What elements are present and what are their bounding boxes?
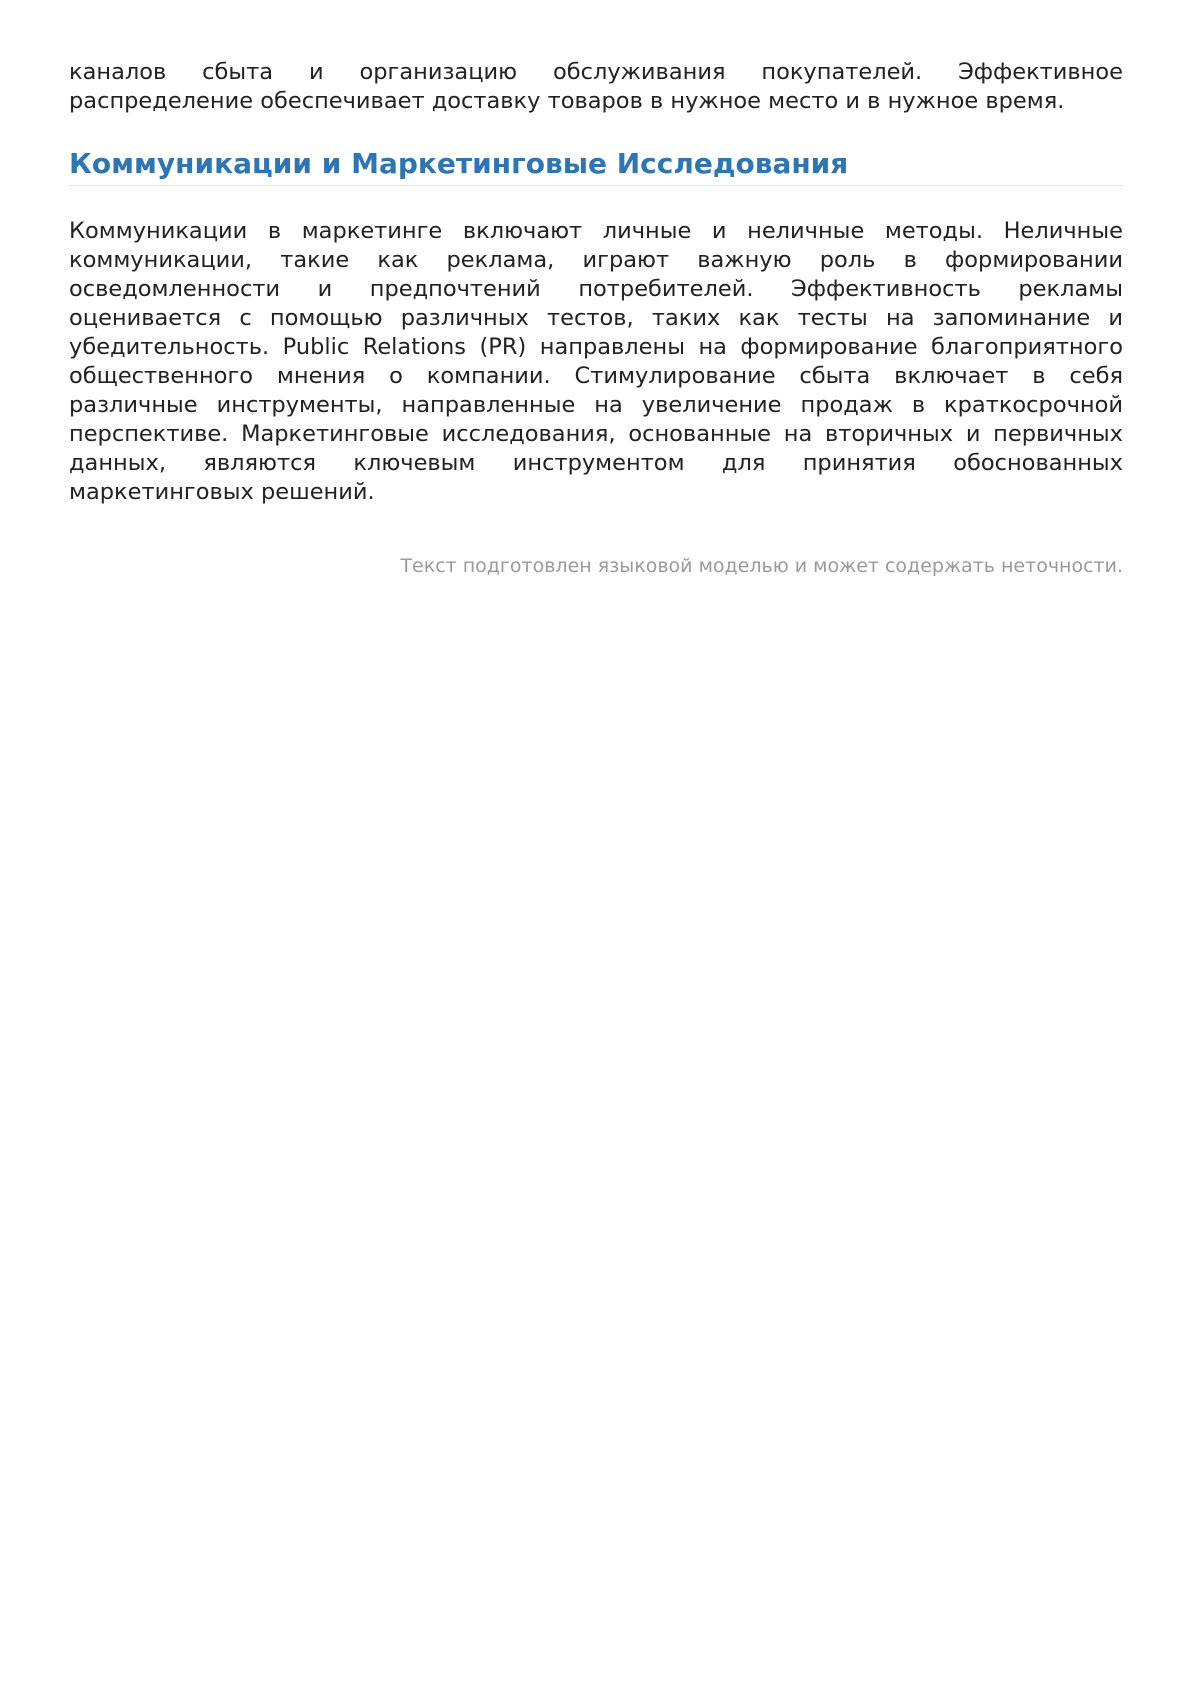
disclaimer-note: Текст подготовлен языковой моделью и может содержать неточности.	[400, 555, 1123, 577]
section-heading: Коммуникации и Маркетинговые Исследования	[69, 145, 1123, 186]
document-page	[69, 58, 1123, 579]
section-paragraph: Коммуникации в маркетинге включают личные и неличные методы. Неличные коммуникации, такие как реклама, играют важную роль в формировании осведомленности и предпочтений потребителей. Эффективность рекламы оценивается с помощью различных тестов, таких как тесты на запоминание и убедительность. Public Relations (PR) направлены на формирование благоприятного общественного мнения о компании. Стимулирование сбыта включает в себя различные инструменты, направленные на увеличение продаж в краткосрочной перспективе. Маркетинговые исследования, основанные на вторичных и первичных данных, являются ключевым инструментом для принятия обоснованных маркетинговых решений.	[69, 218, 1123, 505]
intro-paragraph: каналов сбыта и организацию обслуживания покупателей. Эффективное распределение обеспечивает доставку товаров в нужное место и в нужное время.	[69, 59, 1123, 114]
